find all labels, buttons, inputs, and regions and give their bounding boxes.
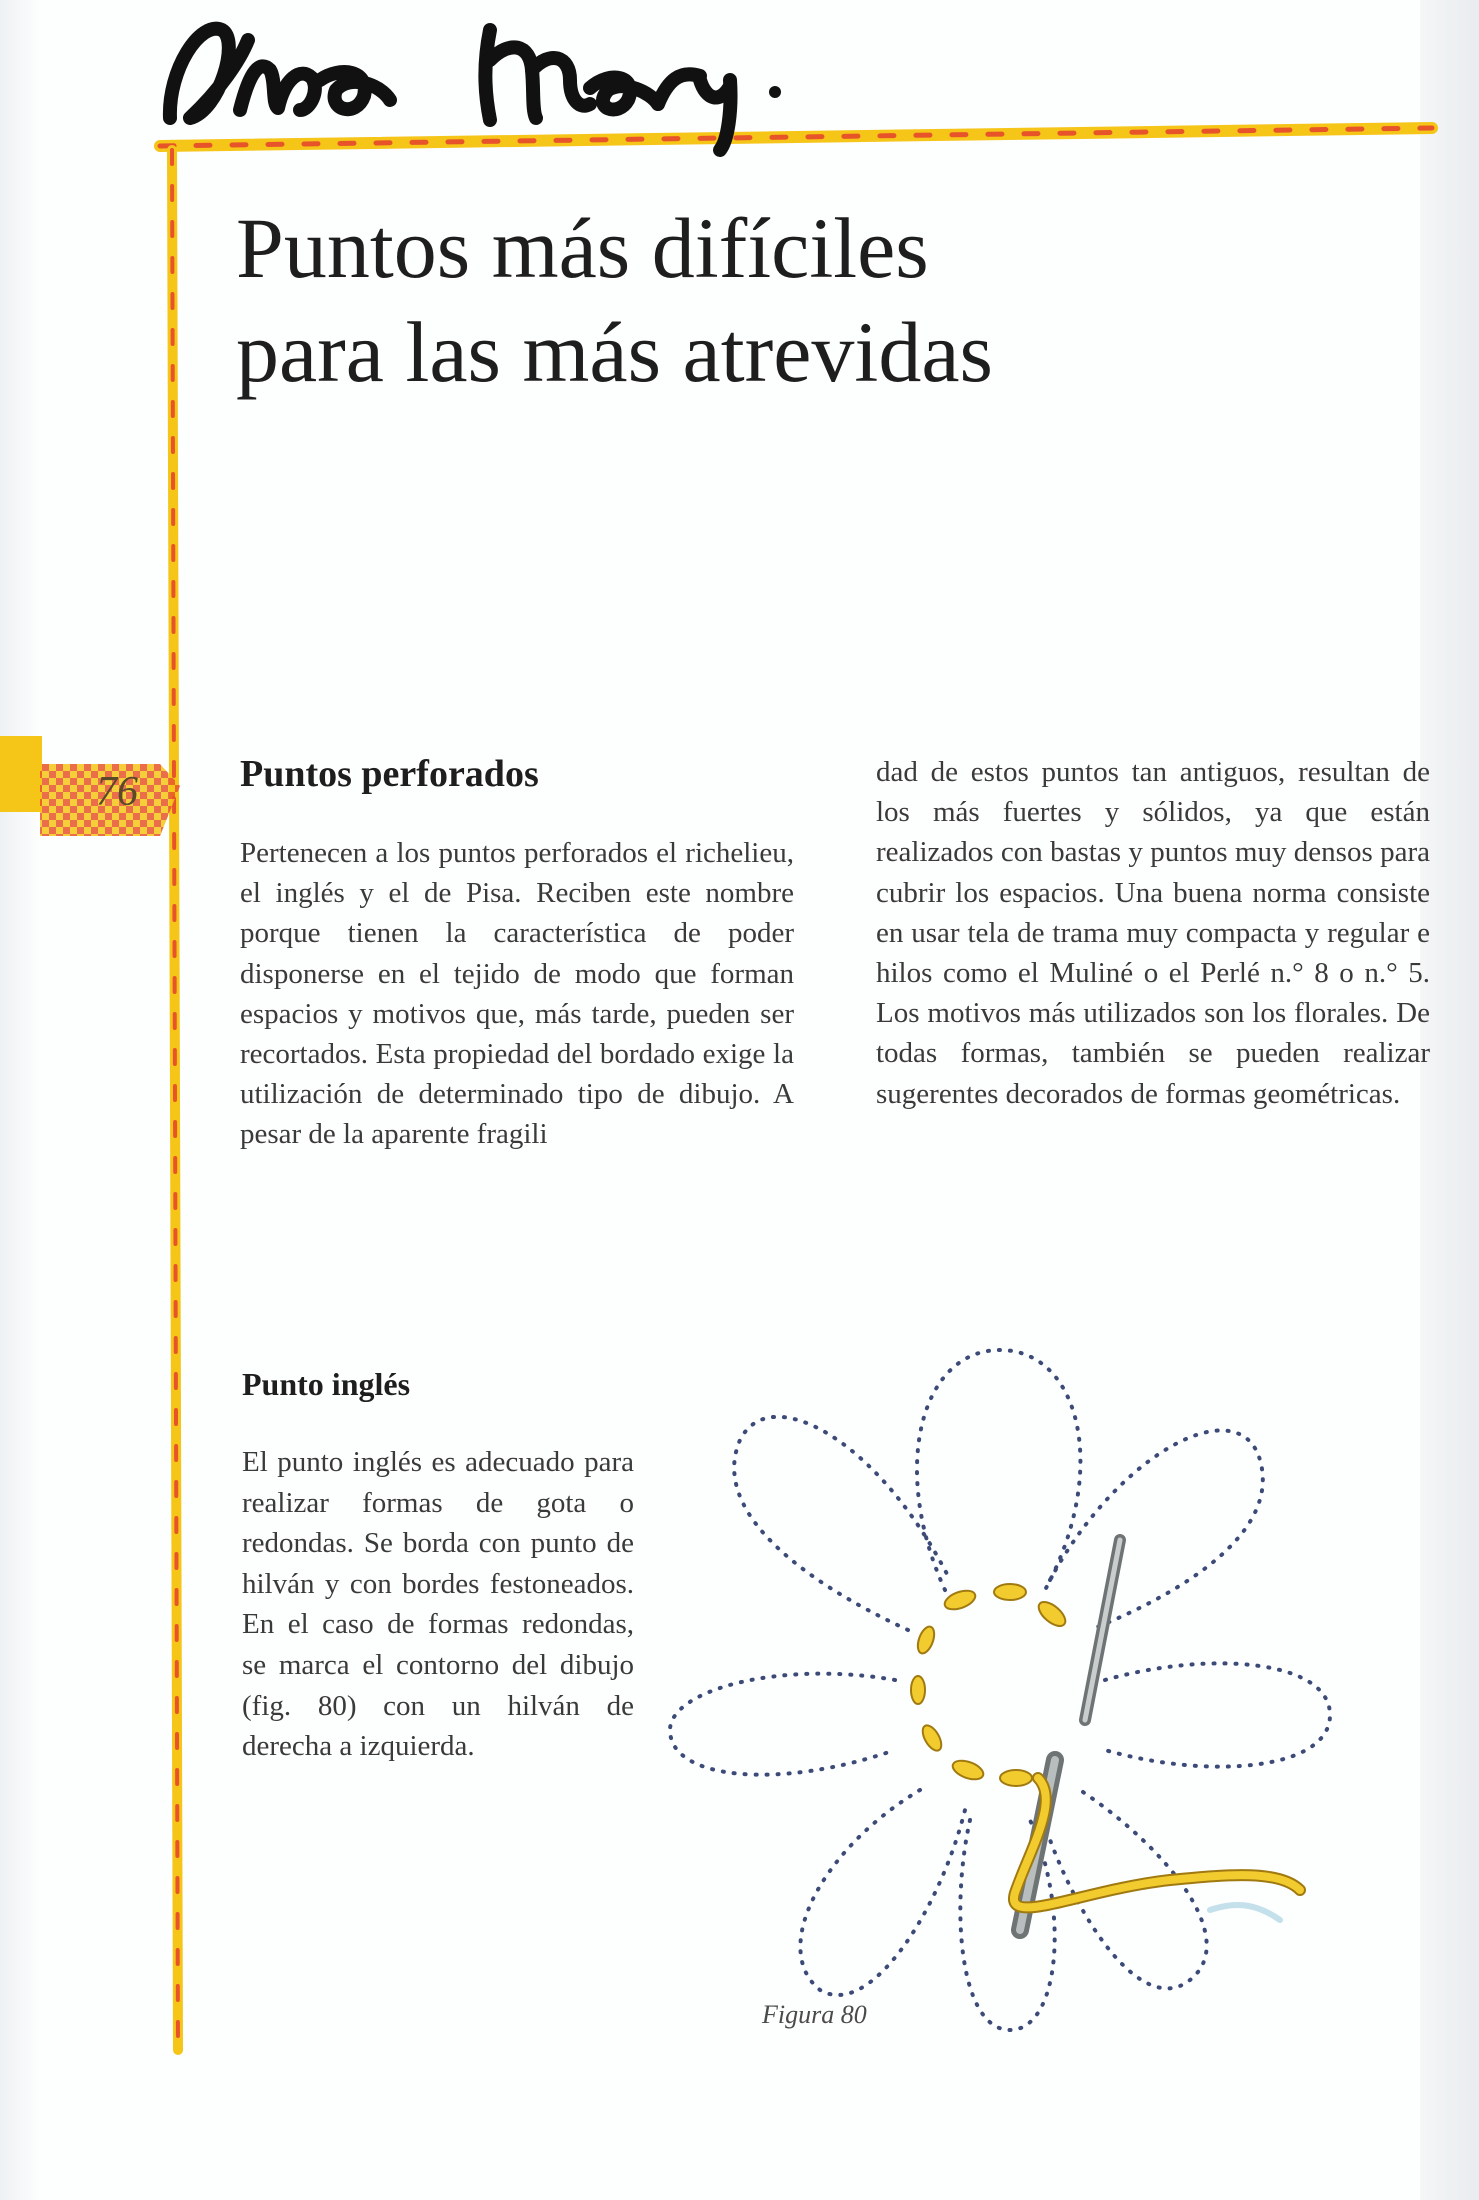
page-title-line-1: Puntos más difíciles	[236, 200, 929, 296]
body-text-punto-ingles: El punto inglés es adecuado para realizar formas de gota o redondas. Se borda con punto de hilván y con bordes festoneados. En el caso de formas redondas, se marca el contorno del dibujo (fig. 80) con un hilván de derecha a izquierda.	[242, 1446, 634, 1763]
page-number: 76	[96, 769, 138, 815]
thread-icon	[1014, 1778, 1300, 1907]
page-title	[236, 196, 1336, 404]
section-heading-punto-ingles: Punto inglés	[242, 1366, 411, 1402]
body-text-left-column: Pertenecen a los puntos perforados el richelieu, el inglés y el de Pisa. Reciben este nombre porque tienen la característica de poder disponerse en el tejido de modo que forman espacios y motivos que, más tarde, pueden ser recortados. Esta propiedad del bordado exige la utilización de determinado tipo de dibujo. A pesar de la aparente fragili	[240, 837, 794, 1151]
section-heading-puntos-perforados: Puntos perforados	[240, 753, 539, 795]
page-number-tab	[0, 736, 180, 836]
body-text-right-column: dad de estos puntos tan antiguos, resultan de los más fuertes y sólidos, ya que están realizados con bastas y puntos muy densos para cubrir los espacios. Una buena norma consiste en usar tela de trama muy compacta y regular e hilos como el Muliné o el Perlé n.° 8 o n.° 5. Los motivos más utilizados son los florales. De todas formas, también se pueden realizar sugerentes decorados de formas geométricas.	[876, 756, 1430, 1110]
page-title-line-2: para las más atrevidas	[236, 304, 993, 400]
flower-embroidery-illustration	[650, 1330, 1350, 2050]
figure-caption: Figura 80	[762, 2000, 867, 2029]
handwritten-signature	[160, 0, 800, 160]
needle-icon	[1020, 1540, 1120, 1930]
